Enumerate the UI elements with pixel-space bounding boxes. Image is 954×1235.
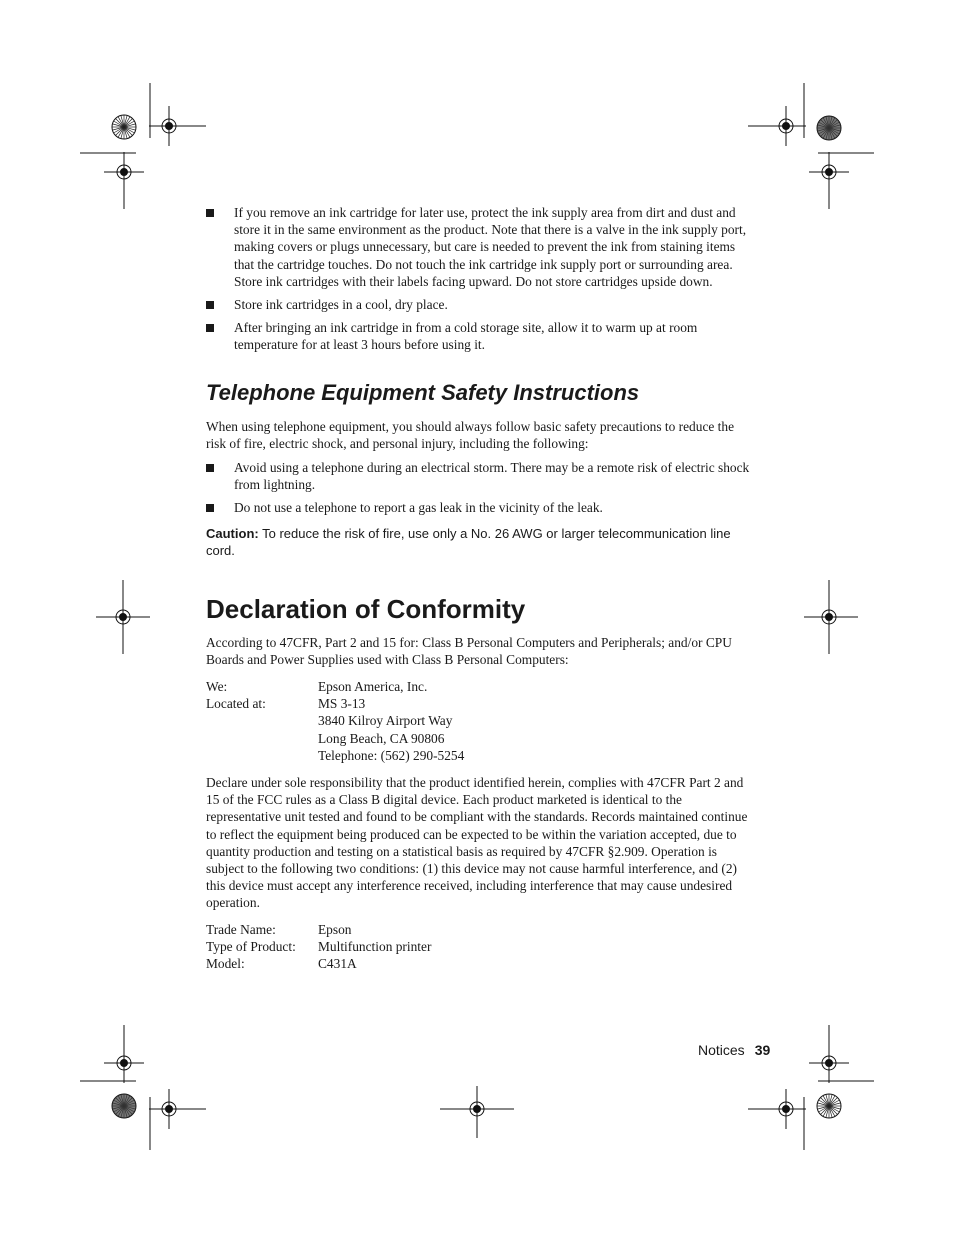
trade-name-value: Epson bbox=[318, 921, 352, 937]
square-bullet-icon bbox=[206, 209, 214, 217]
page-number: 39 bbox=[754, 1042, 771, 1058]
list-item: Do not use a telephone to report a gas leak in the vicinity of the leak. bbox=[206, 499, 751, 516]
list-item: After bringing an ink cartridge in from a cold storage site, allow it to warm up at room temperature for at least 3 hours before using it. bbox=[206, 319, 751, 353]
address-line: MS 3-13 bbox=[318, 696, 366, 712]
model-label: Model: bbox=[206, 956, 245, 972]
list-item: Avoid using a telephone during an electrical storm. There may be a remote risk of electric shock from lightning. bbox=[206, 459, 751, 493]
color-bar-starburst-icon bbox=[112, 1094, 136, 1118]
telephone-intro: When using telephone equipment, you should always follow basic safety precautions to reduce the risk of fire, electric shock, and personal injury, including the following: bbox=[206, 418, 735, 451]
list-item: If you remove an ink cartridge for later use, protect the ink supply area from dirt and dust and store it in the same environment as the product. Note that there is a valve in the ink supply port, making covers or plugs unnecessary, but care is needed to prevent the ink from staining items that the cartridge touches. Do not touch the ink cartridge ink supply port or surrounding area. Store ink cartridges with their labels facing upward. Do not store cartridges upside down. bbox=[206, 204, 751, 290]
we-value: Epson America, Inc. bbox=[318, 679, 428, 695]
address-line: 3840 Kilroy Airport Way bbox=[318, 713, 453, 729]
company-info-table bbox=[206, 678, 464, 764]
declaration-section-heading: Declaration of Conformity bbox=[206, 593, 526, 624]
located-label: Located at: bbox=[206, 696, 266, 712]
telephone-bullet-list bbox=[206, 459, 751, 517]
square-bullet-icon bbox=[206, 504, 214, 512]
model-value: C431A bbox=[318, 956, 357, 972]
square-bullet-icon bbox=[206, 464, 214, 472]
address-block bbox=[318, 695, 464, 764]
address-line: Long Beach, CA 90806 bbox=[318, 730, 445, 746]
page-footer bbox=[698, 1042, 770, 1058]
table-row bbox=[206, 938, 431, 955]
square-bullet-icon bbox=[206, 324, 214, 332]
trade-name-label: Trade Name: bbox=[206, 921, 276, 937]
product-info-table bbox=[206, 921, 431, 973]
telephone-section-heading: Telephone Equipment Safety Instructions bbox=[206, 379, 640, 405]
table-row bbox=[206, 695, 464, 764]
footer-section-name: Notices bbox=[698, 1042, 745, 1058]
color-bar-starburst-icon bbox=[817, 116, 841, 140]
color-bar-starburst-icon bbox=[817, 1094, 841, 1118]
storage-bullet-list bbox=[206, 204, 751, 354]
product-type-label: Type of Product: bbox=[206, 938, 296, 954]
product-type-value: Multifunction printer bbox=[318, 938, 432, 954]
table-row bbox=[206, 955, 431, 972]
caution-text: To reduce the risk of fire, use only a No. 26 AWG or larger telecommunication line cord. bbox=[206, 525, 731, 559]
table-row bbox=[206, 921, 431, 938]
declaration-intro: According to 47CFR, Part 2 and 15 for: Class B Personal Computers and Peripherals; and/or CPU Boards and Power Supplies used with Class B Personal Computers: bbox=[206, 634, 732, 667]
declaration-body: Declare under sole responsibility that the product identified herein, complies with 47CFR Part 2 and 15 of the FCC rules as a Class B digital device. Each product marketed is identical to the representative unit tested and found to be compliant with the standards. Records maintained continue to reflect the equipment being produced can be expected to be within the variation accepted, due to quantity production and testing on a statistical basis as required by 47CFR §2.909. Operation is subject to the following two conditions: (1) this device may not cause harmful interference, and (2) this device must accept any interference received, including interference that may cause undesired operation. bbox=[206, 775, 748, 911]
square-bullet-icon bbox=[206, 301, 214, 309]
table-row bbox=[206, 678, 464, 695]
caution-note bbox=[206, 525, 751, 560]
address-line: Telephone: (562) 290-5254 bbox=[318, 747, 465, 763]
list-item: Store ink cartridges in a cool, dry place. bbox=[206, 296, 751, 313]
we-label: We: bbox=[206, 679, 228, 695]
color-bar-starburst-icon bbox=[112, 115, 136, 139]
caution-label: Caution: bbox=[206, 525, 259, 541]
